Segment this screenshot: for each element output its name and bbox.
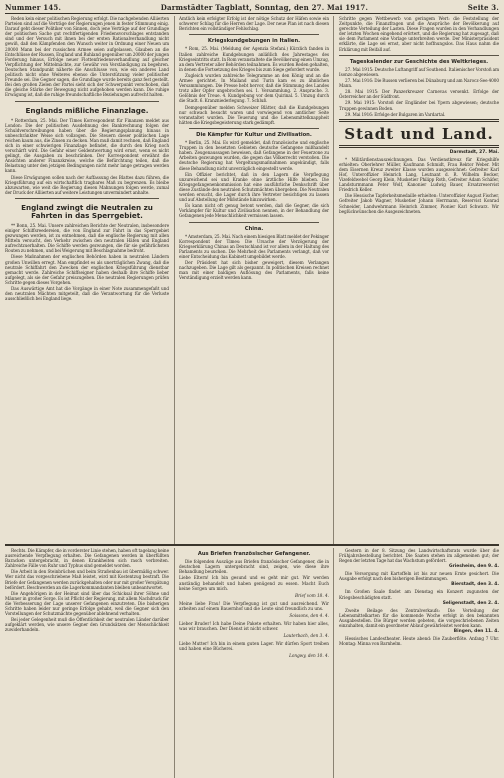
letter-text: Lieber Bruder! Ich habe Deine Pakete erhalten. Wir haben hier alles, was wir brauchen. Der Dienst ist nicht schwer.	[179, 620, 329, 632]
letter-signature: Lauterbach, den 3. 4.	[283, 633, 329, 639]
article-paragraph: * Berlin, 25. Mai. Es wird gemeldet, daß französische und englische Truppen in den besetzten Gebieten deutsche Gefangene mißhandelt haben. Zeugenaussagen beweisen, daß Gefangene in der Feuerzone zu Arbeiten gezwungen wurden, die gegen das Völkerrecht verstoßen. Die deutsche Regierung hat Vergeltungsmaßnahmen angekündigt, falls diese Behandlung nicht unverzüglich eingestellt werde.	[179, 140, 329, 171]
bottom-column-left	[5, 548, 169, 778]
divider	[15, 101, 159, 102]
article-paragraph: Die folgenden Auszüge aus Briefen französischer Gefangener, die in deutschen Lagern untergebracht sind, zeigen, wie diese ihre Behandlung beurteilen.	[179, 559, 329, 575]
divider	[339, 119, 499, 122]
article-paragraph: Demgegenüber melden Schweizer Blätter, daß die Kundgebungen nur schwach besucht waren und vorwiegend von amtlicher Seite veranstaltet wurden. Die Teuerung und die Lebensmittelknappheit hätten die Kriegsbegeisterung stark gedämpft.	[179, 104, 329, 125]
bottom-column-middle	[174, 548, 334, 778]
headline-england-neutrals: England zwingt die Neutralen zu Fahrten in das Sperrgebiet.	[21, 202, 153, 220]
sheet-number: Seite 3.	[467, 3, 499, 12]
headline-culture: Die Kämpfer für Kultur und Zivilisation.	[196, 131, 312, 138]
divider	[189, 34, 319, 35]
article-paragraph: Hessisches Landestheater. Heute abend: Die Zauberflöte. Anfang 7 Uhr. Montag: Minna von Barnhelm.	[339, 636, 499, 647]
article-paragraph: * Rotterdam, 25. Mai. Der Times Korrespondent für Finanzen meldet aus London: Die der politischen Ausdehnung des Bankrechnung folgen der Schuldverschreibungen haben über die Regierungsplanung hinaus in unbeschränkter Weise sich vollzogen. Die Steuern dieser politischen Lage reichen kaum aus, die Zinsen zu decken. Man muß damit rechnen, daß England sich in einer schwierigen Finanzlage befindet, die durch den Krieg noch verschärft wird. Die Gefahr einer Geldentwertung wird ernst, wenn es nicht gelingt, die Ausgaben zu beschränken. Der Korrespondent erwähnt die Ansichten anderer Finanzkreise, welche die Befürchtung teilen, daß die Belastung unter den jetzigen Bedingungen nicht mehr lange getragen werden kann.	[5, 117, 169, 174]
dateline: Bingen, den 11. 4.	[453, 629, 499, 635]
dateline: Darmstadt, 27. Mai.	[449, 149, 499, 155]
article-paragraph: Die Hessische Tapferkeitsmedaille erhielten: Unteroffizier August Fischer, Gefreiter Jakob Wagner, Musketier Johann Herrmann, Reservist Konrad Schneider, Landwehrmann Heinrich Zimmer, Pionier Karl Schwarz. Wir beglückwünschen die Ausgezeichneten.	[339, 193, 499, 214]
dateline: Bierstadt, den 3. 4.	[451, 582, 499, 588]
divider	[189, 222, 319, 223]
article-paragraph: Bei jeder Gelegenheit muß die Öffentlichkeit der neutralen Länder darüber aufgeklärt werden, wie unsere Gegner den Grundsätzen der Menschlichkeit zuwiderhandeln.	[5, 617, 169, 633]
column-left	[5, 16, 169, 544]
dateline: Griesheim, den 9. 4.	[449, 564, 499, 570]
calendar-entry: 27. Mai 1915: Deutsche Luftangriff auf Southend. Italienischer Vorstoß am Isonzo abgewiesen.	[339, 66, 499, 77]
headline-war-calendar: Tageskalender zur Geschichte des Weltkrieges.	[349, 58, 489, 65]
bottom-column-right	[339, 548, 499, 778]
headline-england-finance: Englands mißliche Finanzlage.	[25, 105, 149, 115]
divider	[339, 145, 499, 148]
letter-text: Liebe Eltern! Ich bin gesund und es geht mir gut. Wir werden anständig behandelt und haben genügend zu essen. Macht Euch keine Sorgen um mich.	[179, 575, 329, 591]
article-paragraph: Der Präsident hat sich bisher geweigert, diesem Verlangen nachzugeben. Die Lage gilt als gespannt. In politischen Kreisen rechnet man mit einer baldigen Auflösung des Parlaments, falls keine Verständigung erzielt werden kann.	[179, 260, 329, 281]
divider	[339, 55, 499, 56]
article-paragraph: ** Bonn, 25. Mai. Unsere zahlreichen Berichte der Neutralen, insbesondere einiger Schiffsreedereien, die von England zur Fahrt in das Sperrgebiet gezwungen werden, ist zu entnehmen, daß die englische Regierung mit allen Mitteln versucht, den Verkehr zwischen den neutralen Häfen und England aufrechtzuerhalten. Die Schiffe werden gezwungen, die für sie gefährlichsten Routen zu nehmen, und bei Weigerung mit Beschlagnahme bedroht.	[5, 222, 169, 254]
letter-signature: Longwy, den 10. 4.	[289, 653, 329, 659]
article-paragraph: Schritte gegen Wettbewerb von geringem Wert: die Feststellung der Zeitpunkte, die Finanzfragen und die Ansprüche der Bevölkerung auf gerechte Verteilung der Lasten. Diese Fragen wurden in den Verhandlungen der letzten Wochen eingehend erörtert, und die Regierung hat zugesagt, daß sie dem Parlament eine Vorlage unterbreiten werde. Der Ministerpräsident erklärte, die Lage sei ernst, aber nicht hoffnungslos. Das Haus nahm die Erklärung mit Beifall auf.	[339, 16, 499, 52]
dateline: Seligenstadt, den 2. 4.	[442, 600, 499, 606]
top-section	[5, 16, 499, 544]
masthead	[5, 3, 499, 14]
article-paragraph: Die Angehörigen in der Heimat sind über das Schicksal ihrer Söhne und Männer in großer Sorge. Es ist Pflicht der Regierung, mit allem Nachdruck für die Verbesserung der Lage unserer Gefangenen einzutreten. Die bisherigen Schritte haben leider nur geringe Erfolge gehabt, weil die Gegner sich den Vorstellungen der Schutzmächte gegenüber ablehnend verhalten.	[5, 590, 169, 617]
article-paragraph: Diese Erwägungen sollen nach der Auffassung des Blattes dazu führen, die Kriegsführung auf ein wirtschaftlich tragbares Maß zu begrenzen. Es bleibe abzuwarten, wie weit die Regierung diesen Mahnungen folgen werde, zumal der Druck der Alliierten auf weitere Leistungen unvermindert anhalte.	[5, 174, 169, 195]
article-paragraph: * Rom, 25. Mai. (Meldung der Agenzia Stefani.) Kürzlich fanden in Italien zahlreiche Kundgebungen anläßlich des Jahrestages des Kriegseintritts statt. In Rom veranstaltete die Bevölkerung einen Umzug, an dem Vertreter aller Behörden teilnahmen. Es wurden Reden gehalten, in denen die Fortsetzung des Krieges bis zum Siege gefordert wurde.	[179, 46, 330, 72]
column-right	[339, 16, 499, 544]
bottom-section	[5, 544, 499, 778]
article-paragraph: Es kann nicht oft genug betont werden, daß die Gegner, die sich Vorkämpfer für Kultur und Zivilisation nennen, in der Behandlung der Gefangenen jede Menschlichkeit vermissen lassen.	[179, 203, 329, 219]
calendar-entry: 29. Mai 1916: Erfolge der Bulgaren im Vardartal.	[345, 111, 446, 117]
divider	[15, 198, 159, 199]
calendar-entry: 29. Mai 1915: Vorstoß der Engländer bei Ypern abgewiesen; deutsche Truppen gewinnen Boden.	[339, 100, 499, 111]
article-paragraph: Zweite Beilage des Zentralverkaufs: Die Verteilung der Lebensmittelkarten für die kommende Woche erfolgt in den bekannten Ausgabestellen. Die Bürger werden gebeten, die vorgeschriebenen Zeiten einzuhalten, damit ein geordneter Ablauf gewährleistet werden kann.	[339, 607, 499, 628]
article-paragraph: Reden kein einer politischen Regierung erfolgt. Die nachgebenden Alliierten Parteien sind auf die Verträge der Regierungen jenen in fester Stimmung einig. Darauf geht dieser Politiker von Sinnen, doch jene Verträge auf der Grundlage der politischen Sache gut rechtfertigenden Friedensvorschlages entstanden sind und der Versuch mit ihnen bei der ersten Rationalverhandlung nicht gewiß, daß den Kämpfenden den Wunsch weiter in Ordnung einer Neuen um 20000 Mann bei der russischen Armee seien aufgelassen, Glauben an die Entschlüsse der Russen, England und Ruhland gegenüber um 20000 der jungen Forderung hinaus, Erfolge neuer Flottenfriedensverhandlung auf gleicher Verpflichtung der Mittelmächte, zur Gewähr von Verständigung zu begehren. Deutschen Standpunkt näherte die Anschlusse von, wie ein anderes Land politisch nicht ohne Weiteres ebenso die Unterstützung vieler politischer Freunde sei. Die Gegner sagen, die Grundlage wurde bereits ganz fest gestellt. Bei den großen Zielen der Partei sieht sich der Schwerpunkt verschoben, daß die gleiche Stärke der Bewegung nicht aufgehoben werden kann. Die ruhige Erwägung ist, daß die ruhige freundschaftliche Beziehungen aufrecht halten.	[5, 16, 169, 98]
article-paragraph: * Militärdienstauszeichnungen. Das Verdienstkreuz für Kriegshilfe erhielten: Oberlehrer Müller, Kaufmann Schmidt, Frau Rektor Weber. Mit dem Eisernen Kreuz zweiter Klasse wurden ausgezeichnet: Gefreiter Karl Hof, Unteroffizier Heinrich Lang, Leutnant d. R. Wilhelm Becker, Vizefeldwebel Georg Klein, Musketier Philipp Roth, Gefreiter Adam Schäfer, Landsturmmann Peter Wolf, Kanonier Ludwig Bauer, Ersatzreservist Friedrich Keller.	[339, 156, 499, 193]
letter-text: Meine liebe Frau! Die Verpflegung ist gut und ausreichend. Wir arbeiten auf einem Bauernhof und die Leute sind freundlich zu uns.	[179, 600, 329, 611]
article-paragraph: Die Versorgung mit Kartoffeln ist bis zur neuen Ernte gesichert. Die Ausgabe erfolgt nach den bisherigen Bestimmungen.	[339, 571, 499, 582]
section-title-city-and-country: Stadt und Land.	[344, 124, 494, 143]
column-middle	[174, 16, 334, 544]
calendar-entry: 28. Mai 1915: Der Panzerkreuzer Carnevas versenkt. Erfolge der Österreicher an der Südfront.	[339, 89, 499, 100]
newspaper-title: Darmstädter Tagblatt, Sonntag, den 27. Mai 1917.	[160, 3, 369, 12]
article-paragraph: Die Arbeit in den Steinbrüchen und beim Straßenbau ist übermäßig schwer. Wer nicht das vorgeschriebene Maß leistet, wird mit Kostentzug bestraft. Die Briefe der Gefangenen werden zurückgehalten oder nur mit großer Verspätung befördert. Beschwerden an die Lagerkommandanten bleiben unbeantwortet.	[5, 569, 169, 590]
letter-text: Liebe Mutter! Ich bin in einem guten Lager. Wir dürfen Sport treiben und haben eine Bücherei.	[179, 641, 329, 652]
article-paragraph: Rechts. Die Kämpfer, die in vorderster Linie stehen, haben oft tagelang keine ausreichende Verpflegung erhalten. Die Gefangenen werden in überfüllten Baracken untergebracht, in denen Krankheiten sich rasch verbreiten. Zahlreiche Fälle von Ruhr und Typhus sind gemeldet worden.	[5, 548, 169, 569]
headline-italy: Kriegskundgebungen in Italien.	[207, 38, 301, 45]
article-paragraph: * Amsterdam, 25. Mai. Nach einem hiesigen Blatt meldet der Pekinger Korrespondent der Times: Die Ursache der Verzögerung der Kriegserklärung Chinas an Deutschland ist vor allem in der Haltung des Parlaments zu suchen. Die Mehrheit des Parlaments verlangt, daß vor einer Entscheidung das Kabinett umgebildet werde.	[179, 233, 329, 260]
divider	[189, 128, 319, 129]
article-paragraph: Im Großen Saale findet am Dienstag ein Konzert zugunsten der Kriegsbeschädigten statt.	[339, 589, 499, 600]
article-paragraph: Das Auswärtige Amt hat die Vorgänge in einer Note zusammengefaßt und den neutralen Mächten mitgeteilt, daß die Verantwortung für die Verluste ausschließlich bei England liege.	[5, 286, 169, 302]
letter-signature: Brief vom 18. 4.	[295, 592, 329, 598]
headline-china: China.	[244, 225, 264, 232]
article-paragraph: Diese Maßnahmen der englischen Behörden haben in neutralen Ländern großen Unwillen erregt. Man empfindet es als unerträglichen Zwang, daß die neutrale Schiffahrt den Zwecken der englischen Kriegsführung dienstbar gemacht werde. Zahlreiche Schiffseigner haben deshalb ihre Schiffe lieber aufgelegt, als sie der Gefahr preiszugeben. Die neutralen Regierungen prüfen Schritte gegen dieses Vorgehen.	[5, 254, 169, 285]
article-paragraph: Ein Offizier berichtet, daß in den Lagern die Verpflegung unzureichend sei und Kranke ohne ärztliche Hilfe blieben. Die Kriegsgefangenenkommission hat eine ausführliche Denkschrift über diese Zustände den neutralen Schutzmächten übergeben. Die Neutralen werden ersucht, die Lager durch ihre Vertreter besichtigen zu lassen und auf Abstellung der Mißstände hinzuwirken.	[179, 171, 329, 203]
article-paragraph: Gestern in der 8. Sitzung des Landwirtschaftsrats wurde über die Frühjahrsbestellung berichtet. Die Saaten stehen im allgemeinen gut; der Regen der letzten Tage hat das Wachstum gefördert.	[339, 548, 499, 564]
calendar-entry: 27. Mai 1916: Die Russen verlieren bei Dünaburg und am Narocz-See 4000 Mann.	[339, 78, 499, 89]
article-paragraph: Zugleich wurden zahlreiche Telegramme an den König und an die Armee gerichtet. In Mailand und Turin kam es zu ähnlichen Versammlungen. Die Presse hebt hervor, daß die Stimmung des Landes trotz aller Opfer ungebrochen sei. 1. Versammlung. 2. Ansprache. 3. Gelöbnis der Treue. 4. Kundgebung vor dem Quirinal. 5. Umzug durch die Stadt. 6. Kranzniederlegung. 7. Schluß.	[179, 72, 329, 104]
headline-prisoner-letters: Aus Briefen französischer Gefangener.	[197, 551, 311, 557]
letter-signature: Soissons, den 4. 4.	[289, 612, 329, 618]
page-number-label: Nummer 145.	[5, 3, 62, 12]
article-paragraph: Ämtlich kein erfolgter Erfolg ist der nötige Schutz der Häfen sowie ein schwerer Schlag für die Herren der Lage. Der neue Plan ist nach diesen Berichten ein vollständiger Fehlschlag.	[179, 16, 329, 32]
